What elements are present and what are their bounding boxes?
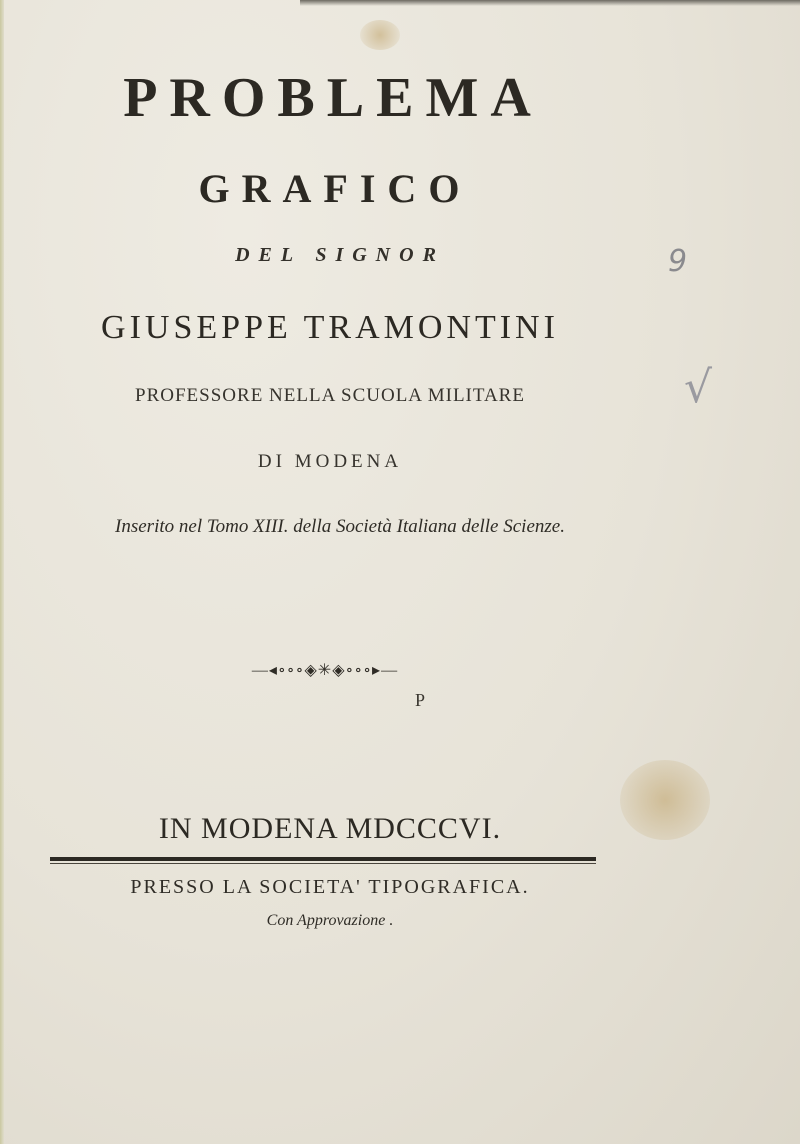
title-line-1: PROBLEMA [123, 67, 543, 129]
page-edge [0, 0, 4, 1144]
title-line-3: DEL SIGNOR [235, 244, 445, 266]
approval-line: Con Approvazione . [266, 912, 394, 929]
publication-note: Inserito nel Tomo XIII. della Società Italiana delle Scienze. [115, 516, 565, 537]
publisher-line: PRESSO LA SOCIETA' TIPOGRAFICA. [130, 876, 530, 898]
imprint-line: IN MODENA MDCCCVI. [158, 812, 502, 845]
ornament-divider: —◂∘∘∘◈✳◈∘∘∘▸— [251, 662, 399, 679]
author-position: PROFESSORE NELLA SCUOLA MILITARE [135, 385, 525, 406]
imprint-rule-thick [50, 857, 596, 861]
signature-mark: P [414, 690, 425, 710]
foxing-stain [620, 760, 710, 840]
imprint-rule-thin [50, 863, 596, 864]
author-name: GIUSEPPE TRAMONTINI [101, 309, 559, 346]
pencil-number-annotation: 9 [668, 244, 688, 279]
page-top-shadow [300, 0, 800, 6]
author-city: DI MODENA [257, 451, 403, 472]
title-line-2: GRAFICO [198, 166, 472, 211]
foxing-stain [360, 20, 400, 50]
pencil-check-annotation: √ [684, 362, 713, 413]
